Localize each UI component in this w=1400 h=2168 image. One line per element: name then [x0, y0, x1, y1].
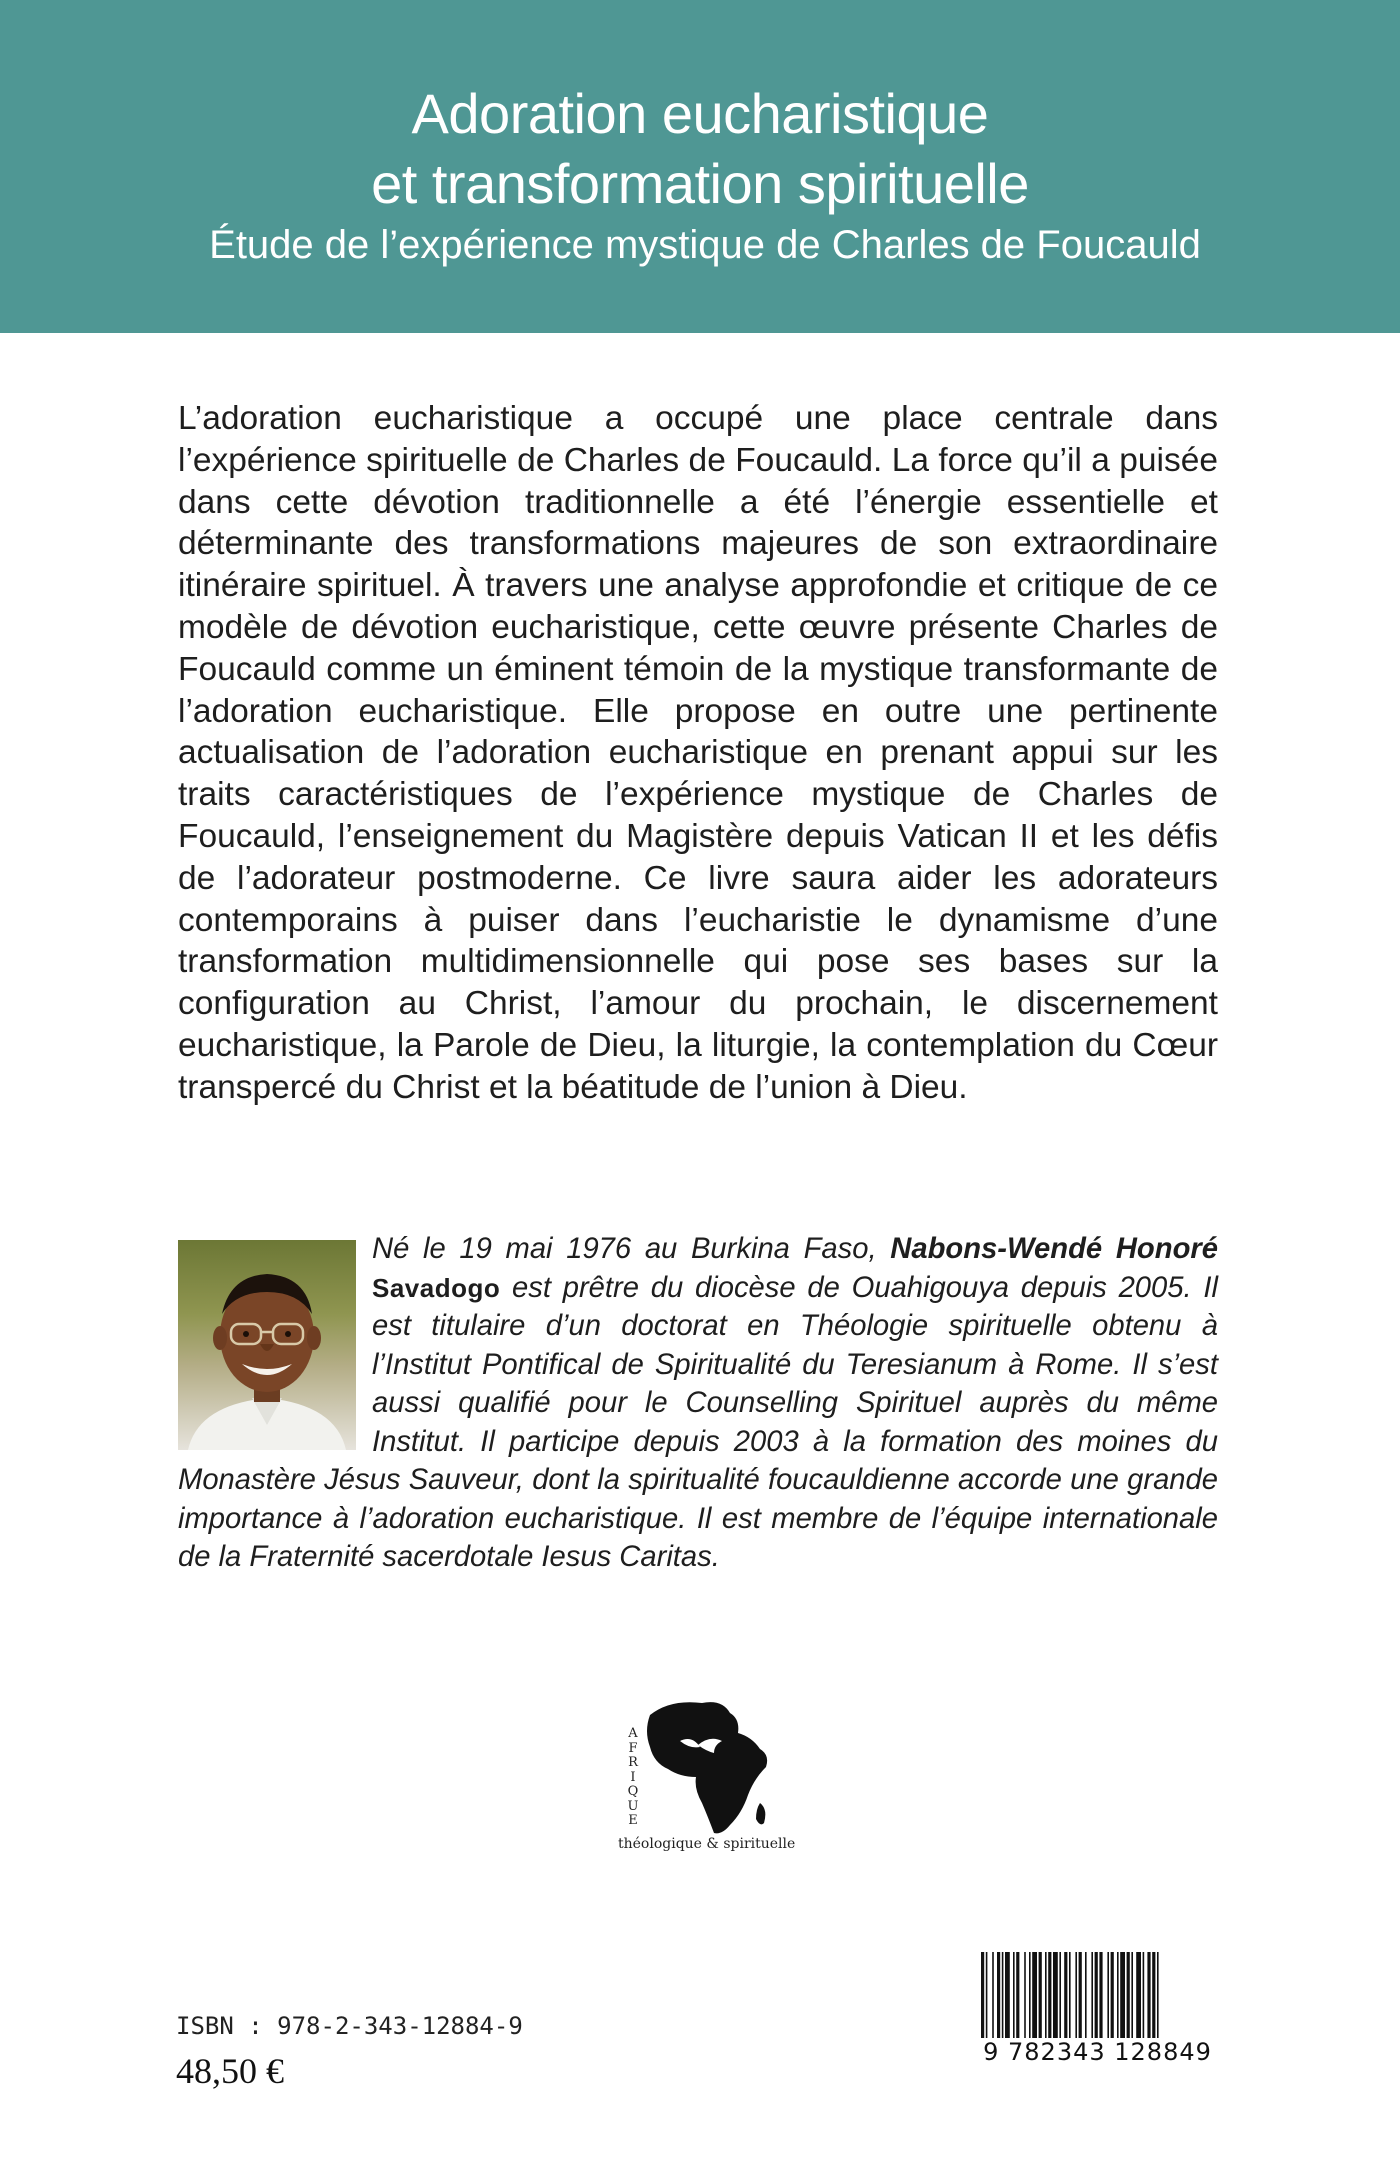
barcode-bar: [1029, 1952, 1031, 2038]
barcode-bar: [1136, 1952, 1141, 2038]
barcode-bar: [1157, 1952, 1159, 2052]
barcode-bar: [1091, 1952, 1093, 2038]
barcode-bar: [1045, 1952, 1047, 2038]
book-summary: L’adoration eucharistique a occupé une place centrale dans l’expérience spirituelle de Charles de Foucauld. La force qu’il a puisée dans cette dévotion traditionnelle a été l’énergie essentielle et déterminante des transformations majeures de son extraordinaire itinéraire spirituel. À travers une analyse approfondie et critique de ce modèle de dévotion eucharistique, cette œuvre présente Charles de Foucauld comme un éminent témoin de la mystique transformante de l’adoration eucharistique. Elle propose en outre une pertinente actualisation de l’adoration eucharistique en prenant appui sur les traits caractéristiques de l’expérience mystique de Charles de Foucauld, l’enseignement du Magistère depuis Vatican II et les défis de l’adorateur postmoderne. Ce livre saura aider les adorateurs contemporains à puiser dans l’eucharistie le dynamisme d’une transformation multidimensionnelle qui pose ses bases sur la configuration au Christ, l’amour du prochain, le discernement eucharistique, la Parole de Dieu, la liturgie, la contemplation du Cœur transpercé du Christ et la béatitude de l’union à Dieu.: [178, 400, 1218, 1106]
barcode-bar: [1032, 1952, 1037, 2038]
barcode-bar: [1117, 1952, 1119, 2038]
barcode-bar: [1059, 1952, 1061, 2038]
barcode-bar: [1095, 1952, 1098, 2038]
barcode-bar: [1127, 1952, 1130, 2038]
barcode-bar: [1069, 1952, 1071, 2038]
barcode-bar: [1152, 1952, 1155, 2038]
barcode-bar: [1039, 1952, 1042, 2038]
barcode-bar: [1120, 1952, 1125, 2038]
logo-vertical-letters: AFRIQUE: [627, 1726, 639, 1828]
cover-header-band: [0, 0, 1400, 333]
barcode-digits: 9 782343 128849: [975, 2038, 1220, 2066]
barcode-bar: [1131, 1952, 1133, 2038]
barcode-bar: [1075, 1952, 1077, 2052]
barcode-bar: [1016, 1952, 1019, 2038]
isbn: ISBN : 978-2-343-12884-9: [176, 2012, 523, 2040]
author-biography: [178, 1230, 1218, 1577]
barcode-bar: [1024, 1952, 1026, 2038]
barcode-bar: [1085, 1952, 1087, 2038]
price: 48,50 €: [176, 2051, 284, 2091]
logo-caption: théologique & spirituelle: [618, 1836, 796, 1852]
barcode-bar: [986, 1952, 988, 2052]
bio-rest: est prêtre du diocèse de Ouahigouya depuis 2005. Il est titulaire d’un doctorat en Théologie spirituelle obtenu à l’Institut Pontifical de Spiritualité du Teresianum à Rome. Il s’est aussi qualifié pour le Counselling Spirituel auprès du même Institut. Il participe depuis 2003 à la formation des moines du Monastère Jésus Sauveur, dont la spiritualité foucauldienne accorde une grande importance à l’adoration eucharistique. Il est membre de l’équipe internationale de la Fraternité sacerdotale Iesus Caritas.: [178, 1271, 1218, 1573]
barcode-bar: [1005, 1952, 1010, 2038]
barcode-bar: [1053, 1952, 1058, 2038]
book-title-line-1: Adoration eucharistique: [411, 82, 989, 145]
barcode-bar: [1079, 1952, 1082, 2038]
barcode-bar: [1002, 1952, 1004, 2038]
barcode-bar: [992, 1952, 994, 2038]
barcode-bar: [1143, 1952, 1145, 2038]
book-title-line-2: et transformation spirituelle: [371, 152, 1029, 215]
barcode-bar: [1111, 1952, 1114, 2038]
barcode-bar: [1147, 1952, 1150, 2038]
barcode-bar: [1107, 1952, 1109, 2038]
barcode-bar: [981, 1952, 984, 2052]
photo-spacer: [178, 1230, 372, 1452]
barcode-bar: [1099, 1952, 1102, 2038]
author-surname: Savadogo: [372, 1272, 501, 1303]
book-subtitle: Étude de l’expérience mystique de Charles de Foucauld: [209, 223, 1201, 267]
barcode-bar: [997, 1952, 1000, 2038]
bio-intro: Né le 19 mai 1976 au Burkina Faso,: [372, 1233, 891, 1265]
author-name: Nabons-Wendé Honoré: [890, 1233, 1218, 1265]
barcode-bar: [1048, 1952, 1051, 2038]
barcode-bar: [1064, 1952, 1067, 2038]
barcode-bar: [1013, 1952, 1015, 2038]
